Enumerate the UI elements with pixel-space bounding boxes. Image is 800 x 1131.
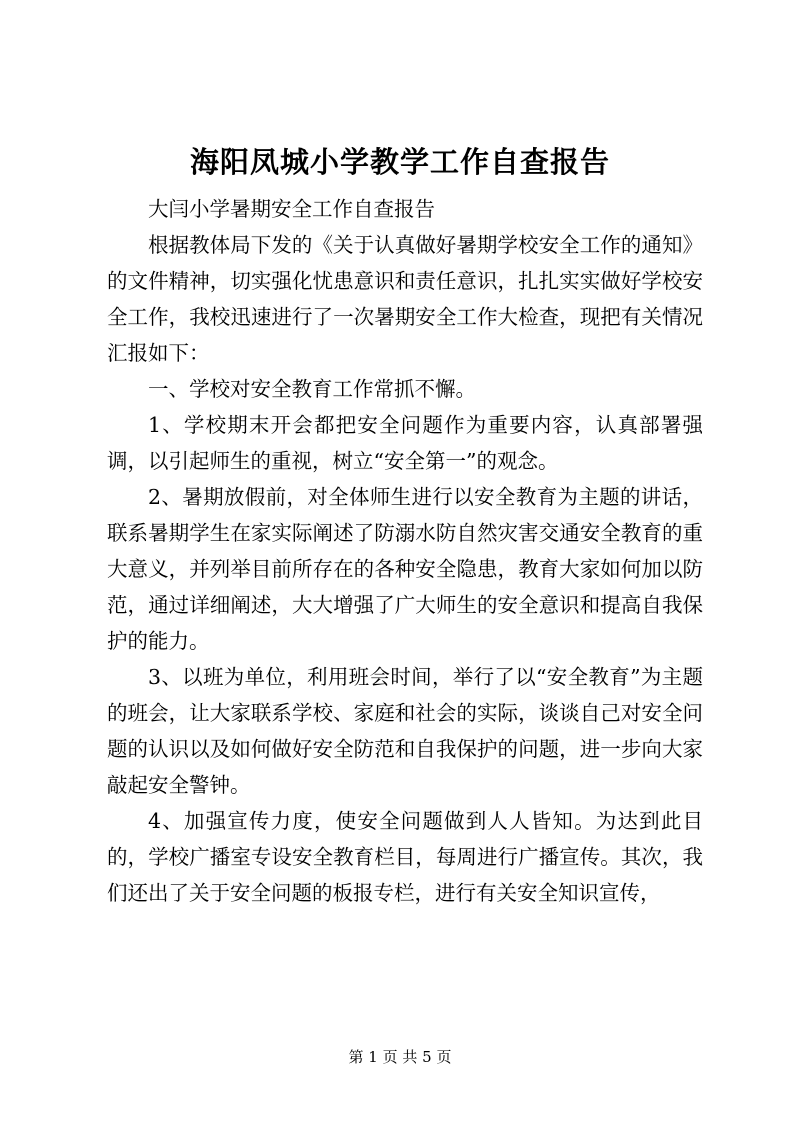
paragraph-intro: 根据教体局下发的《关于认真做好暑期学校安全工作的通知》的文件精神，切实强化忧患意识和责任意识，扎扎实实做好学校安全工作，我校迅速进行了一次暑期安全工作大检查，现把有关情况汇报如下： xyxy=(107,233,703,365)
paragraph-item-2: 2、暑期放假前，对全体师生进行以安全教育为主题的讲话，联系暑期学生在家实际阐述了防溺水防自然灾害交通安全教育的重大意义，并列举目前所存在的各种安全隐患，教育大家如何加以防范，通过详细阐述，大大增强了广大师生的安全意识和提高自我保护的能力。 xyxy=(107,485,703,653)
document-title: 海阳凤城小学教学工作自查报告 xyxy=(189,145,610,179)
page-footer: 第 1 页 共 5 页 xyxy=(348,1048,452,1066)
paragraph-item-1: 1、学校期末开会都把安全问题作为重要内容，认真部署强调，以引起师生的重视，树立“安全第一”的观念。 xyxy=(107,413,703,473)
section-heading-1: 一、学校对安全教育工作常抓不懈。 xyxy=(148,377,476,401)
paragraph-item-3: 3、以班为单位，利用班会时间，举行了以“安全教育”为主题的班会，让大家联系学校、家庭和社会的实际，谈谈自己对安全问题的认识以及如何做好安全防范和自我保护的问题，进一步向大家敲起安全警钟。 xyxy=(107,665,703,797)
paragraph-subtitle: 大闫小学暑期安全工作自查报告 xyxy=(148,197,435,221)
document-body xyxy=(107,191,703,911)
paragraph-item-4: 4、加强宣传力度，使安全问题做到人人皆知。为达到此目的，学校广播室专设安全教育栏目，每周进行广播宣传。其次，我们还出了关于安全问题的板报专栏，进行有关安全知识宣传， xyxy=(107,809,703,905)
